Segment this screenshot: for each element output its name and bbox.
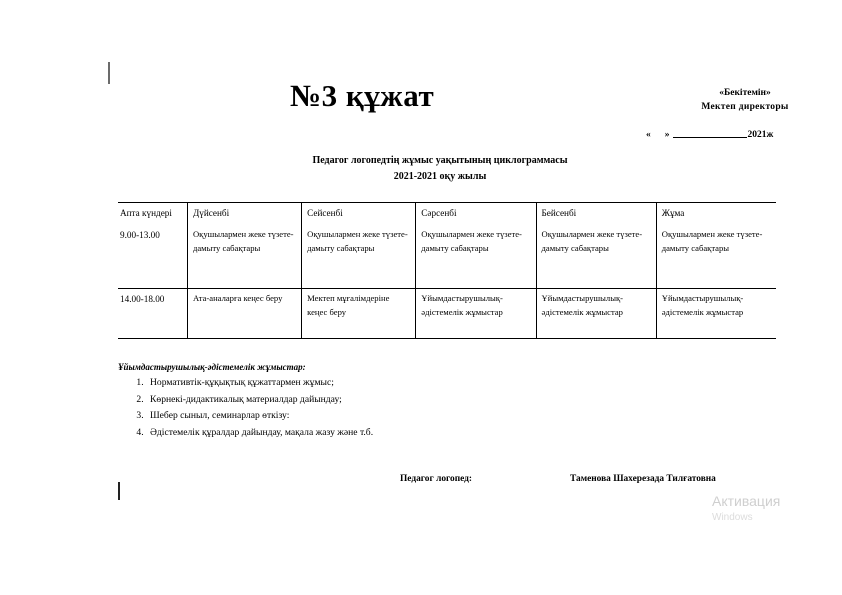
subtitle-line-2: 2021-2021 оқу жылы [393, 170, 487, 182]
list-item: 2. Көрнекі-дидактикалық материалдар дайындау; [146, 392, 578, 409]
approval-block [655, 86, 835, 115]
signature-name: Таменова Шахерезада Тилғатовна [570, 474, 716, 484]
cell-friday-morning: Оқушылармен жеке түзете-дамыту сабақтары [656, 225, 776, 289]
schedule-table-container [118, 202, 776, 339]
cell-tuesday-morning: Оқушылармен жеке түзете-дамыту сабақтары [302, 225, 416, 289]
cell-thursday-afternoon: Ұйымдастырушылық-әдістемелік жұмыстар [536, 288, 656, 338]
subtitle-line-1: Педагог логопедтің жұмыс уақытының циклограммасы [312, 155, 568, 166]
date-quote-close: » [664, 130, 670, 140]
table-header-thursday: Бейсенбі [536, 203, 656, 225]
cell-thursday-morning: Оқушылармен жеке түзете-дамыту сабақтары [536, 225, 656, 289]
approval-position: Мектеп директоры [701, 102, 789, 113]
row-time-morning: 9.00-13.00 [118, 225, 187, 289]
document-subtitle [180, 153, 700, 184]
date-quote-open: « [646, 130, 651, 140]
date-year: 2021ж [747, 130, 774, 140]
table-header-friday: Жұма [656, 203, 776, 225]
revision-mark-top [108, 62, 110, 84]
table-header-tuesday: Сейсенбі [302, 203, 416, 225]
table-row [118, 225, 776, 289]
date-blank-line [673, 127, 747, 138]
table-header-weekdays: Апта күндері [118, 203, 187, 225]
schedule-table [118, 202, 776, 339]
notes-heading: Ұйымдастырушылық-әдістемелік жұмыстар: [118, 362, 306, 372]
cell-wednesday-afternoon: Ұйымдастырушылық-әдістемелік жұмыстар [416, 288, 536, 338]
table-row [118, 288, 776, 338]
windows-activation-watermark [712, 492, 832, 524]
table-header-row [118, 203, 776, 225]
list-item: 1. Нормативтік-құқықтық құжаттармен жұмыс; [146, 375, 578, 392]
table-header-wednesday: Сәрсенбі [416, 203, 536, 225]
approval-date-line [646, 127, 836, 140]
document-title: №3 құжат [290, 78, 435, 113]
cell-monday-afternoon: Ата-аналарға кеңес беру [187, 288, 301, 338]
notes-section [118, 362, 578, 441]
signature-role: Педагог логопед: [400, 474, 473, 484]
cell-monday-morning: Оқушылармен жеке түзете-дамыту сабақтары [187, 225, 301, 289]
row-time-afternoon: 14.00-18.00 [118, 288, 187, 338]
cell-tuesday-afternoon: Мектеп мұғалімдеріне кеңес беру [302, 288, 416, 338]
list-item: 3. Шебер сыныл, семинарлар өткізу: [146, 408, 578, 425]
watermark-line-1: Активация [712, 493, 781, 509]
cell-wednesday-morning: Оқушылармен жеке түзете-дамыту сабақтары [416, 225, 536, 289]
revision-mark-bottom [118, 482, 120, 500]
cell-friday-afternoon: Ұйымдастырушылық-әдістемелік жұмыстар [656, 288, 776, 338]
notes-list [118, 375, 578, 441]
approval-label: «Бекітемін» [719, 88, 771, 98]
list-item: 4. Әдістемелік құралдар дайындау, мақала жазу және т.б. [146, 425, 578, 442]
watermark-line-2: Windows [712, 511, 753, 523]
table-header-monday: Дүйсенбі [187, 203, 301, 225]
